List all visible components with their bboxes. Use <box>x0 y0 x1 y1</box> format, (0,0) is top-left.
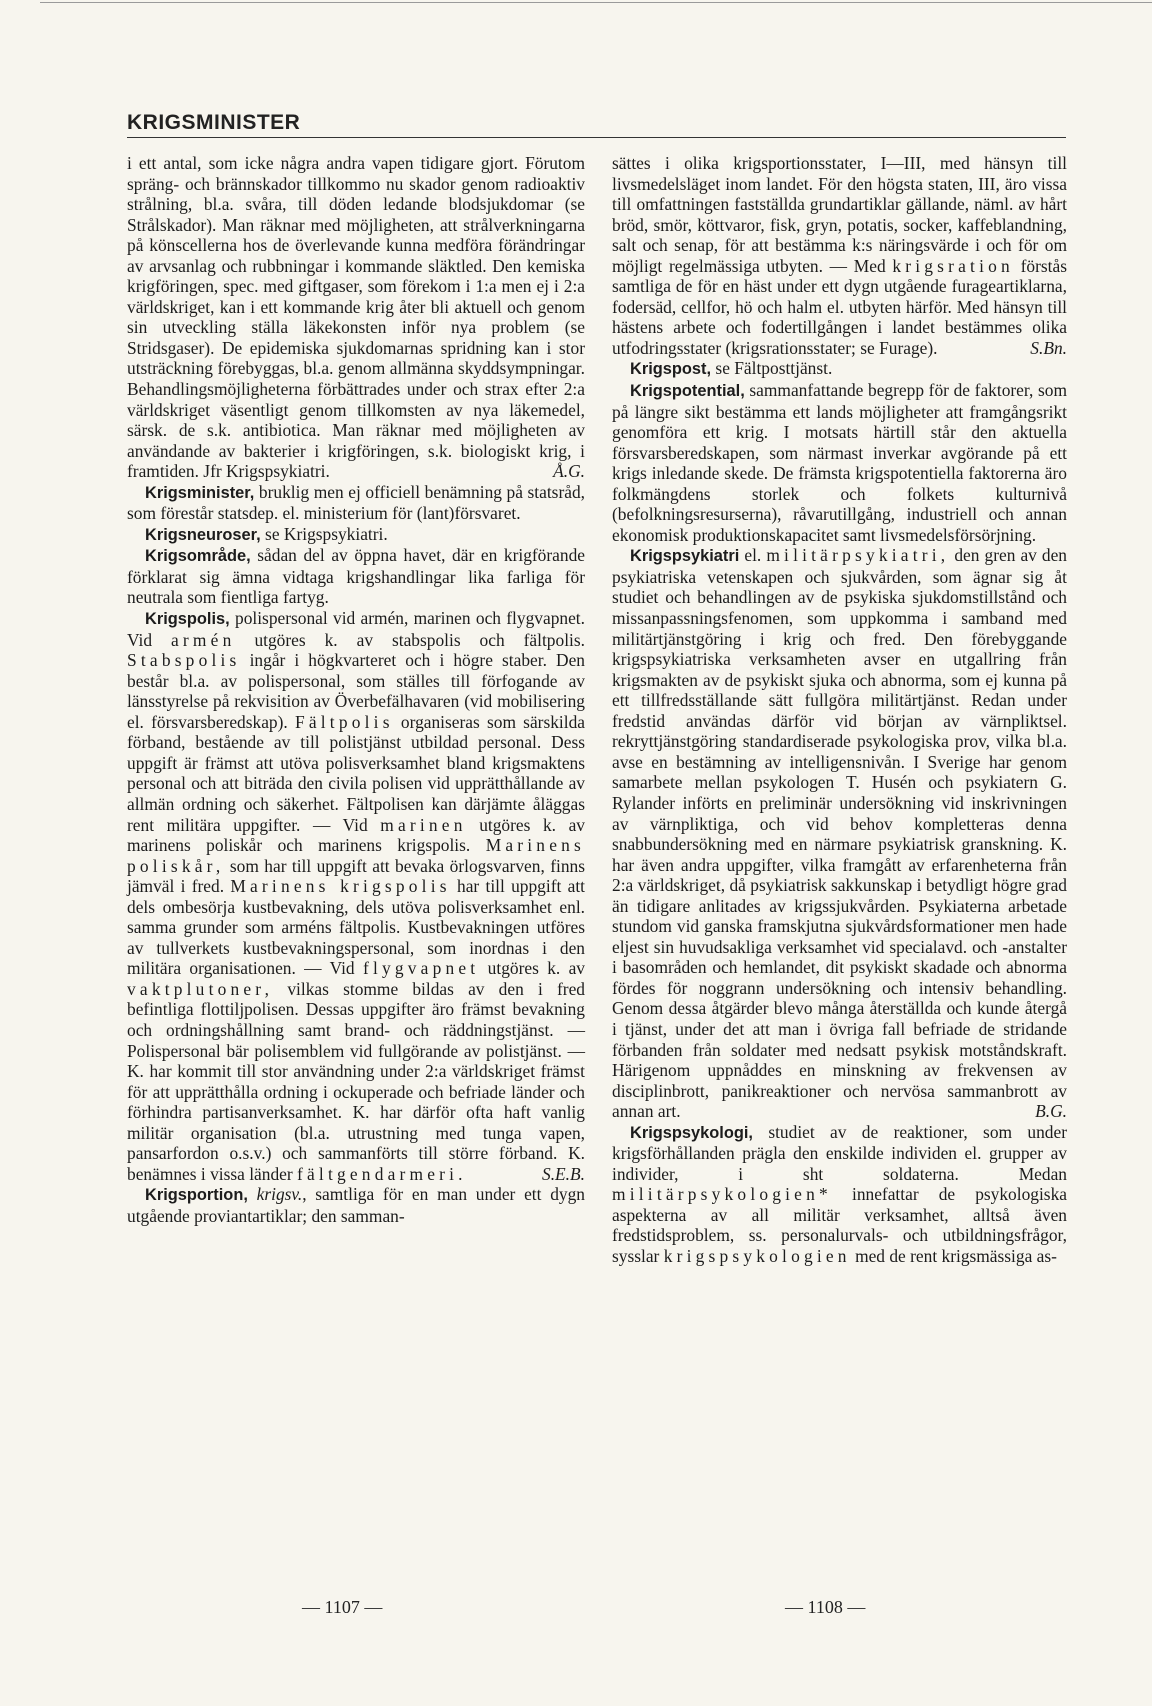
headword: Krigspotential, <box>630 382 745 401</box>
page-edge-line <box>40 2 1152 3</box>
spaced-term: armén <box>171 629 236 650</box>
headword: Krigsområde, <box>145 547 251 566</box>
author-signature: S.E.B. <box>542 1163 585 1184</box>
continued-paragraph: i ett antal, som icke några andra vapen tidigare gjort. Förutom spräng- och brännskador tillkommo nu skador genom radioaktiv strålning, bl.a. svåra, till döden ledande blodsjukdomar (se Strålskador). Man räknar med möjligheten, att strålverkningarna på könscellerna hos de överlevande kunna medföra förändringar av arvsanlag och rubbningar i kommande släktled. Den kemiska krigföringen, spec. med giftgaser, som förekom i 1:a men ej i 2:a världskriget, kan i ett kommande krig åter bli aktuell och genom sin utveckling ställa läkekonsten inför nya problem (se Stridsgaser). De epidemiska sjukdomarnas spridning kan i stor utsträckning förebyggas, bl.a. genom allmänna skyddsympningar. Behandlingsmöjligheterna förbättrades under och strax efter 2:a världskriget väsentligt genom tillkomsten av nya läkemedel, särsk. de s.k. antibiotica. Man räknar med möjligheten av användande av bakterier i krigföringen, s.k. biologiskt krig, i framtiden. Jfr Krigspsykiatri. Å.G. <box>127 153 585 482</box>
left-column <box>127 153 585 1563</box>
page-number-left: — 1107 — <box>302 1597 383 1617</box>
author-signature: B.G. <box>1035 1101 1067 1122</box>
entry-krigsomrade: Krigsområde, sådan del av öppna havet, där en krigförande förklarat sig ämna vidtaga krigshandlingar lika farliga för neutrala som fientliga fartyg. <box>127 545 585 608</box>
headword: Krigsneuroser, <box>145 525 261 544</box>
entry-krigspolis: Krigspolis, polispersonal vid armén, marinen och flygvapnet. Vid armén utgöres k. av stabspolis och fältpolis. Stabspolis ingår i högkvarteret och i högre staber. Den består bl.a. av polispersonal, som ställes till förfogande av länsstyrelse på rekvisition av Överbefälhavaren (vid mobilisering el. försvarsberedskap). Fältpolis organiseras som särskilda förband, bestående av till polistjänst utbildad personal. Dess uppgift är främst att utöva polisverksamhet bland krigsmaktens personal och att biträda den civila polisen vid upprätthållande av allmän ordning och säkerhet. Fältpolisen kan därjämte åläggas rent militära uppgifter. — Vid marinen utgöres k. av marinens poliskår och marinens krigspolis. Marinens poliskår, som har till uppgift att bevaka örlogsvarven, finns jämväl i fred. Marinens krigspolis har till uppgift att dels ombesörja kustbevakning, dels utöva polisverksamhet enl. samma grunder som arméns fältpolis. Kustbevakningen utföres av tullverkets kustbevakningspersonal, som inordnas i den militära organisationen. — Vid flygvapnet utgöres k. av vaktplutoner, vilkas stomme bildas av den i fred befintliga flottiljpolisen. Dessas uppgifter äro främst bevakning och ordningshållning samt brand- och räddningstjänst. — Polispersonal bär polisemblem vid fullgörande av polistjänst. — K. har kommit till stor användning under 2:a världskriget främst för att upprätthålla ordning i ockuperade och befriade länder och förhindra partisanverksamhet. K. har därför ofta haft vanlig militär organisation (bl.a. utrustning med tunga vapen, pansarfordon o.s.v.) och sammanförts till större förband. K. benämnes i vissa länder fältgendarmeri. S.E.B. <box>127 608 585 1184</box>
spaced-term: Stabspolis <box>127 650 241 671</box>
spaced-term: Fältpolis <box>294 711 394 732</box>
headword: Krigsminister, <box>145 483 255 502</box>
author-signature: Å.G. <box>553 461 585 482</box>
subject-abbreviation: krigsv. <box>256 1184 303 1205</box>
spaced-term: marinen <box>380 814 467 835</box>
entry-krigspost: Krigspost, se Fältposttjänst. <box>630 358 833 379</box>
headword: Krigsportion, <box>145 1186 248 1205</box>
headword: Krigspsykologi, <box>630 1123 753 1142</box>
spaced-term: krigsration <box>892 255 1014 276</box>
spaced-term: vaktplutoner, <box>127 978 274 999</box>
spaced-term: flygvapnet <box>362 958 480 979</box>
spaced-term: militärpsykiatri, <box>766 545 950 566</box>
spaced-term: Marinens krigspolis <box>230 876 451 897</box>
continued-paragraph: sättes i olika krigsportionsstater, I—III, med hänsyn till livsmedelsläget inom landet. För den högsta staten, III, äro vissa till omfattningen fastställda grundartiklar gällande, näml. av hårt bröd, smör, köttvaror, fisk, gryn, potatis, socker, kaffeblandning, salt och senap, för att bestämma k:s näringsvärde i och för om möjligt regelmässiga utbyten. — Med krigsration förstås samtliga de för en häst under ett dygn utgående furageartiklarna, fodersäd, cellfor, hö och halm el. utbyten härför. Med hänsyn till hästens arbete och fodertillgången i landet bestämmes olika utfodringsstater (krigsrationsstater; se Furage). S.Bn. <box>612 153 1067 358</box>
entry-krigspotential: Krigspotential, sammanfattande begrepp för de faktorer, som på längre sikt bestämma ett lands möjligheter att framgångsrikt genomföra ett krig. I motsats härtill står den aktuella försvarsberedskapen, som närmast inverkar avgörande på ett krigs inledande skede. De främsta krigspotentiella faktorerna äro folkmängdens storlek och folkets kulturnivå (befolkningsresurserna), råvarutillgång, industriell och annan ekonomisk produktionskapacitet samt livsmedelsförsörjning. <box>612 380 1067 545</box>
entry-krigsneuroser: Krigsneuroser, se Krigspsykiatri. <box>145 523 388 544</box>
headword: Krigspsykiatri <box>630 547 740 566</box>
page-number-right: — 1108 — <box>785 1597 866 1617</box>
spaced-term: Marinens poliskår, <box>127 835 585 876</box>
headword: Krigspolis, <box>145 610 230 629</box>
author-signature: S.Bn. <box>1030 337 1067 358</box>
entry-krigsminister: Krigsminister, bruklig men ej officiell benämning på statsråd, som förestår statsdep. el. ministerium för (lant)försvaret. <box>127 481 585 524</box>
right-column <box>612 153 1067 1563</box>
entry-krigsportion: Krigsportion, krigsv., samtliga för en man under ett dygn utgående proviantartiklar; den samman- <box>127 1184 585 1226</box>
running-head: KRIGSMINISTER <box>127 111 301 134</box>
spaced-term: krigspsykologien <box>663 1245 851 1266</box>
spaced-term: fältgendarmeri. <box>297 1163 467 1184</box>
spaced-term: militärpsykologien* <box>612 1184 832 1205</box>
headword: Krigspost, <box>630 360 712 379</box>
entry-krigspsykologi: Krigspsykologi, studiet av de reaktioner, som under krigsförhållanden prägla den enskilde individen el. grupper av individer, i sht soldaterna. Medan militärpsykologien* innefattar de psykologiska aspekterna av all militär verksamhet, alltså även fredstidsproblem, ss. personalurvals- och utbildningsfrågor, sysslar krigspsykologien med de rent krigsmässiga as- <box>612 1121 1067 1266</box>
entry-krigspsykiatri: Krigspsykiatri el. militärpsykiatri, den gren av den psykiatriska vetenskapen och sjukvården, som ägnar sig åt studiet och behandlingen av de psykiska sjukdomstillstånd och missanpassningsfenomen, som uppkomma i samband med militärtjänstgöring i krig och fred. Den förebyggande krigspsykiatriska verksamheten avser en utgallring från krigsmakten av de psykiskt sjuka och abnorma, som ej kunna på ett tillfredsställande sätt fullgöra militärtjänst. Redan under fredstid användas därför vid början av värnpliktsel. rekryttjänstgöring standardiserade psykologiska prov, vilka bl.a. avse en bestämning av intelligensnivån. I Sverige har genom samarbete mellan psykologen T. Husén och psykiatern G. Rylander införts en preliminär undersökning vid inskrivningen av värnpliktiga, och vid behov kompletteras denna snabbundersökning med en närmare psykiatrisk granskning. K. har även andra uppgifter, vilka framgått av erfarenheterna från 2:a världskriget, då psykiatrisk sakkunskap i betydligt högre grad än tidigare anlitades av krigssjukvården. Psykiaterna arbetade stundom vid ganska framskjutna sjukvårdsformationer men hade eljest sin huvudsakliga verksamhet vid specialavd. och -anstalter i basområden och hemlandet, dit psykiskt skadade och abnorma fördes för noggrann undersökning och intensiv behandling. Genom dessa åtgärder blevo många återställda och kunde återgå i tjänst, under det att man i övriga fall befriade de stridande förbanden från soldater med nedsatt psykisk motståndskraft. Härigenom uppnåddes en minskning av frekvensen av disciplinbrott, panikreaktioner och nervösa sammanbrott av annan art. B.G. <box>612 545 1067 1122</box>
header-rule <box>127 137 1066 138</box>
